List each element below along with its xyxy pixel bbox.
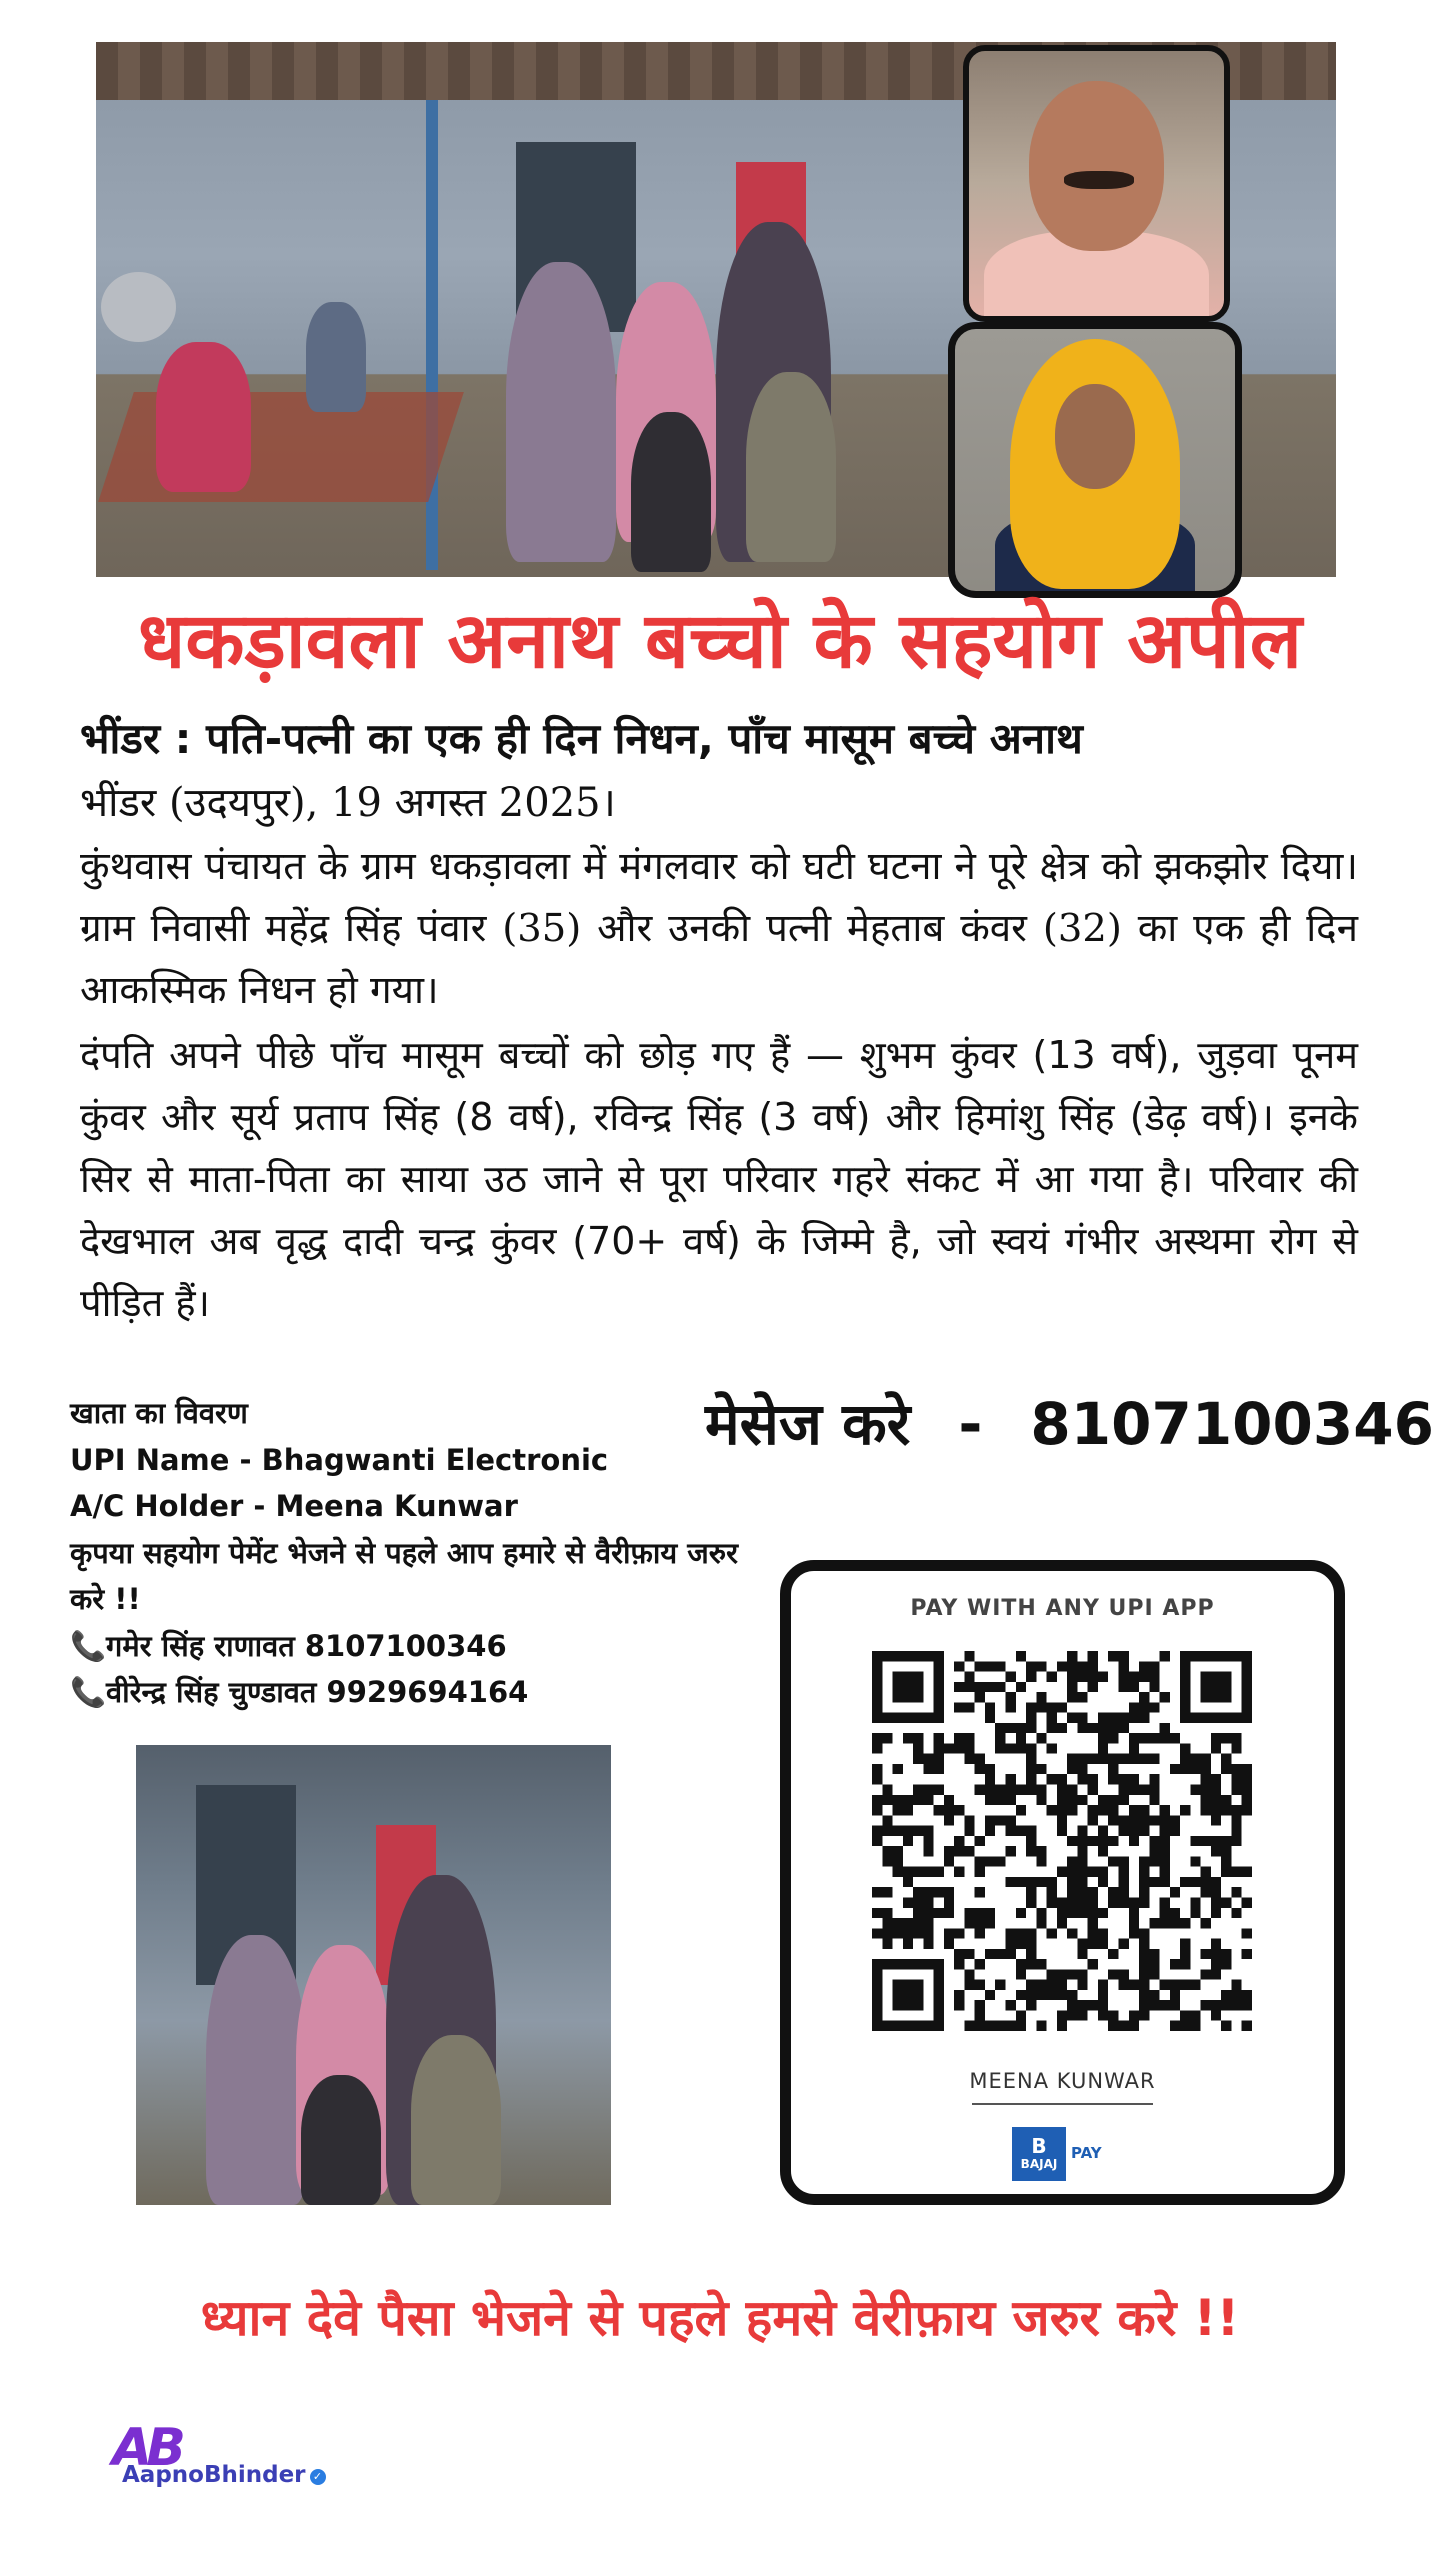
qr-finder-pattern (1180, 1651, 1252, 1723)
message-separator: - (958, 1390, 983, 1458)
payee-underline (972, 2103, 1153, 2105)
news-paragraph-1: कुंथवास पंचायत के ग्राम धकड़ावला में मंगलवार को घटी घटना ने पूरे क्षेत्र को झकझोर दिया। ग्राम निवासी महेंद्र सिंह पंवार (35) और उनकी पत्नी मेहताब कंवर (32) का एक ही दिन आकस्मिक निधन हो गया। (80, 844, 1358, 1013)
portrait-face (1029, 81, 1164, 251)
qr-header: PAY WITH ANY UPI APP (910, 1596, 1215, 1621)
qr-finder-pattern (872, 1651, 944, 1723)
message-line (705, 1388, 1434, 1460)
child-figure (631, 412, 711, 572)
upi-qr-card (780, 1560, 1345, 2205)
message-label: मेसेज करे (705, 1390, 911, 1458)
pay-brand-text: PAY (1071, 2144, 1102, 2162)
logo-mark: AB (112, 2418, 180, 2478)
contact-row[interactable] (70, 1669, 770, 1716)
news-dateline: भींडर (उदयपुर), 19 अगस्त 2025। (80, 780, 616, 826)
floor-mat (98, 392, 464, 502)
child-figure (301, 2075, 381, 2205)
contact-text: वीरेन्द्र सिंह चुण्डावत 9929694164 (106, 1675, 529, 1709)
upi-qr-code[interactable] (872, 1651, 1252, 2031)
news-paragraph-2: दंपति अपने पीछे पाँच मासूम बच्चों को छोड़ गए हैं — शुभम कुंवर (13 वर्ष), जुड़वा पूनम कुंवर और सूर्य प्रताप सिंह (8 वर्ष), रविन्द्र सिंह (3 वर्ष) और हिमांशु सिंह (डेढ़ वर्ष)। इनके सिर से माता-पिता का साया उठ जाने से पूरा परिवार गहरे संकट में आ गया है। परिवार की देखभाल अब वृद्ध दादी चन्द्र कुंवर (70+ वर्ष) के जिम्मे है, जो स्वयं गंभीर अस्थमा रोग से पीड़ित हैं। (80, 1033, 1358, 1325)
child-figure (506, 262, 616, 562)
child-figure (206, 1935, 306, 2205)
upi-name: UPI Name - Bhagwanti Electronic (70, 1442, 609, 1477)
child-figure (746, 372, 836, 562)
qr-payee-name: MEENA KUNWAR (969, 2069, 1156, 2093)
child-figure (411, 2035, 501, 2205)
verify-note: कृपया सहयोग पेमेंट भेजने से पहले आप हमारे से वैरीफ़ाय जरुर करे !! (70, 1535, 738, 1616)
logo-text-row (122, 2462, 326, 2488)
news-subheadline: भींडर : पति-पत्नी का एक ही दिन निधन, पाँच मासूम बच्चे अनाथ (80, 714, 1083, 763)
aapno-bhinder-logo (112, 2420, 342, 2490)
qr-finder-pattern (872, 1959, 944, 2031)
mother-portrait (948, 322, 1242, 598)
message-number[interactable]: 8107100346 (1030, 1390, 1434, 1458)
phone-icon: 📞 (70, 1628, 107, 1663)
seated-grandmother (156, 342, 251, 492)
account-heading: खाता का विवरण (70, 1396, 248, 1430)
father-portrait (963, 45, 1230, 322)
contact-text: गमेर सिंह राणावत 8107100346 (106, 1628, 507, 1663)
portrait-face (1055, 384, 1135, 489)
bajaj-logo-icon: B BAJAJ (1012, 2127, 1066, 2181)
bajaj-brand-text: BAJAJ (1020, 2157, 1058, 2171)
portrait-moustache (1064, 171, 1134, 189)
logo-text: AapnoBhinder (122, 2462, 306, 2488)
seated-child (306, 302, 366, 412)
account-details (70, 1390, 770, 1716)
verification-warning: ध्यान देवे पैसा भेजने से पहले हमसे वेरीफ़ाय जरुर करे !! (200, 2289, 1240, 2347)
account-holder: A/C Holder - Meena Kunwar (70, 1489, 518, 1523)
phone-icon: 📞 (70, 1675, 107, 1709)
contact-row[interactable] (70, 1623, 770, 1670)
children-photo (136, 1745, 611, 2205)
water-pot (101, 272, 176, 342)
appeal-headline: धकड़ावला अनाथ बच्चो के सहयोग अपील (138, 597, 1302, 686)
verified-badge-icon: ✓ (310, 2469, 326, 2485)
